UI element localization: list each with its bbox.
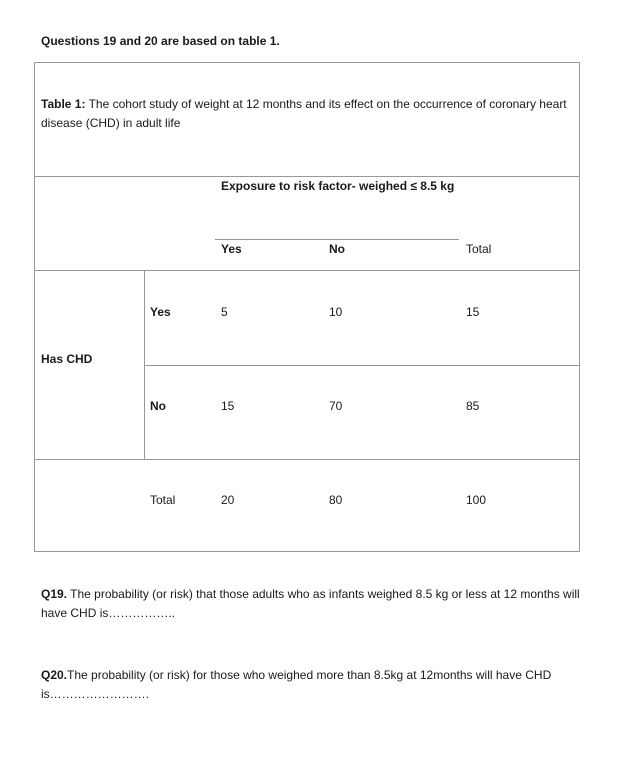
question-20-label: Q20. xyxy=(41,668,68,682)
question-20-text: The probability (or risk) for those who weighed more than 8.5kg at 12months will have CHD is……………………. xyxy=(41,668,552,701)
table-caption-label: Table 1: xyxy=(41,97,86,111)
question-19-label: Q19. xyxy=(41,587,68,601)
table-cell: 5 xyxy=(221,305,228,319)
exposure-header: Exposure to risk factor- weighed ≤ 8.5 kg xyxy=(221,179,455,193)
table-cell: 85 xyxy=(466,399,480,413)
table-cell: 70 xyxy=(329,399,343,413)
table-divider-header xyxy=(35,270,579,271)
table-cell: 80 xyxy=(329,493,343,507)
table-divider-exposure-underline xyxy=(215,239,459,240)
table-divider-vertical xyxy=(144,270,145,459)
table-caption-text: The cohort study of weight at 12 months and its effect on the occurrence of coronary heart disease (CHD) in adult life xyxy=(41,97,567,130)
question-19 xyxy=(41,585,581,623)
table-caption xyxy=(41,95,579,133)
table-divider-row-no xyxy=(35,459,579,460)
page-heading: Questions 19 and 20 are based on table 1. xyxy=(41,34,280,48)
col-header-total: Total xyxy=(466,242,492,256)
question-20 xyxy=(41,666,581,704)
row-group-label: Has CHD xyxy=(41,352,93,366)
question-19-text: The probability (or risk) that those adults who as infants weighed 8.5 kg or less at 12 months will have CHD is…………….. xyxy=(41,587,580,620)
table-cell: 20 xyxy=(221,493,235,507)
table-cell: 15 xyxy=(221,399,235,413)
table-divider-row-yes xyxy=(144,365,579,366)
table-cell: 10 xyxy=(329,305,343,319)
table-frame xyxy=(34,62,580,552)
row-label-total: Total xyxy=(150,493,176,507)
table-divider-caption xyxy=(35,176,579,177)
table-cell: 100 xyxy=(466,493,487,507)
table-cell: 15 xyxy=(466,305,480,319)
col-header-yes: Yes xyxy=(221,242,242,256)
row-label-yes: Yes xyxy=(150,305,171,319)
col-header-no: No xyxy=(329,242,345,256)
row-label-no: No xyxy=(150,399,166,413)
